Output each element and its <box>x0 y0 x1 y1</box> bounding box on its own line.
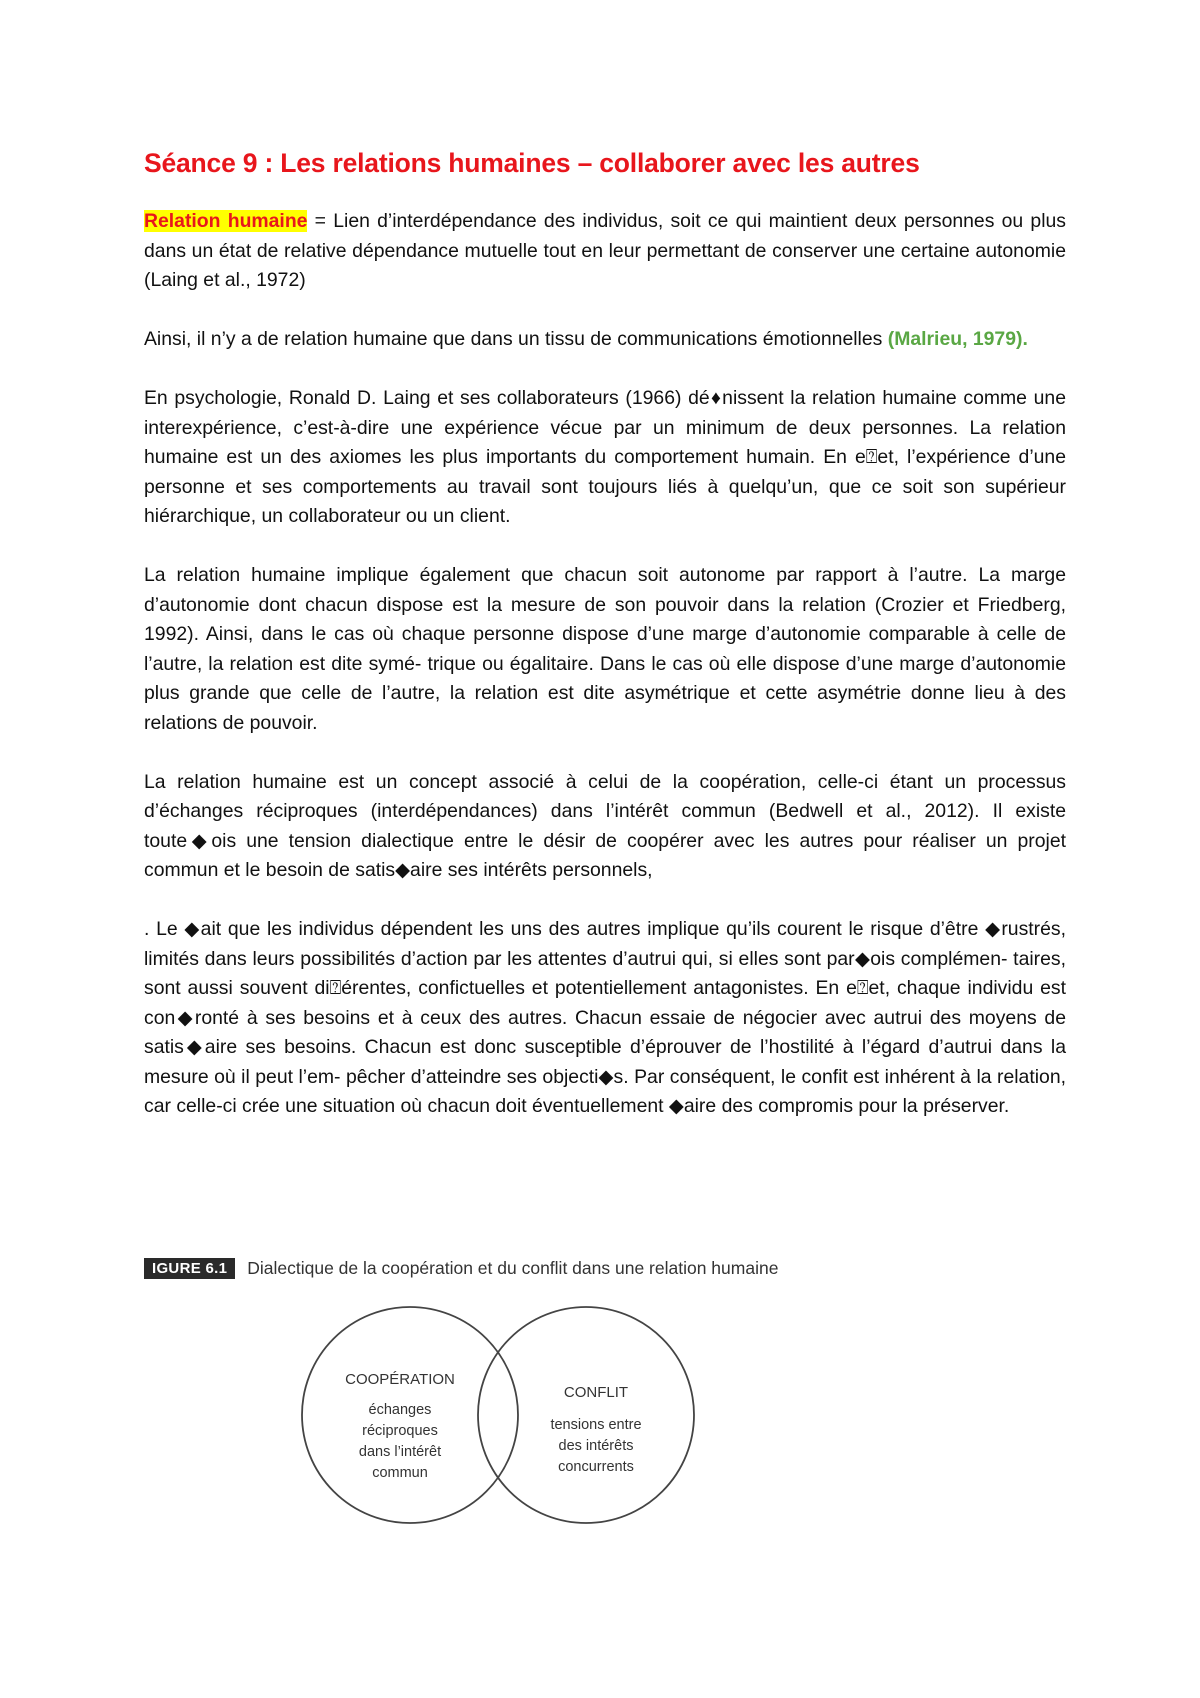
document-body <box>144 148 1066 1122</box>
cooperation-heading: COOPÉRATION <box>345 1371 455 1388</box>
figure-title: Dialectique de la coopération et du conflit dans une relation humaine <box>247 1258 779 1278</box>
paragraph-interexperience: En psychologie, Ronald D. Laing et ses collaborateurs (1966) dé♦nissent la relation humaine comme une interexpérience, c’est-à-dire une expérience vécue par un minimum de deux personnes. La relation humaine est un des axiomes les plus importants du comportement humain. En e⍰et, l’expérience d’une personne et ses comportements au travail sont toujours liés à quelqu’un, que ce soit son supérieur hiérarchique, un collaborateur ou un client. <box>144 387 1066 527</box>
page-title: Séance 9 : Les relations humaines – collaborer avec les autres <box>144 148 920 178</box>
conflict-line: tensions entre <box>550 1417 642 1433</box>
conflict-circle <box>478 1307 694 1523</box>
definition-text: = Lien d’interdépendance des individus, soit ce qui maintient deux personnes ou plus dans un état de relative dépendance mutuelle tout en leur permettant de conserver une certaine autonomie (Laing et al., 1972) <box>144 210 1066 291</box>
figure-label: IGURE 6.1 <box>144 1258 235 1279</box>
paragraph-autonomy: La relation humaine implique également que chacun soit autonome par rapport à l’autre. La marge d’autonomie dont chacun dispose est la mesure de son pouvoir dans la relation (Crozier et Friedberg, 1992). Ainsi, dans le cas où chaque personne dispose d’une marge d’autonomie comparable à celle de l’autre, la relation est dite symé- trique ou égalitaire. Dans le cas où elle dispose d’une marge d’autonomie plus grande que celle de l’autre, la relation est dite asymétrique et cette asymétrie donne lieu à des relations de pouvoir. <box>144 564 1066 734</box>
cooperation-line: réciproques <box>362 1423 438 1439</box>
venn-diagram <box>300 1300 720 1530</box>
figure-caption <box>144 1258 778 1279</box>
citation-malrieu: (Malrieu, 1979). <box>887 328 1028 350</box>
definition-paragraph <box>144 207 1066 296</box>
conflict-line: concurrents <box>558 1459 634 1475</box>
cooperation-line: commun <box>372 1465 428 1481</box>
paragraph-conflict: . Le ◆ait que les individus dépendent les uns des autres implique qu’ils courent le risque d’être ◆rustrés, limités dans leurs possibilités d’action par les attentes d’autrui qui, si elles sont par◆ois complémen- taires, sont aussi souvent di⍰érentes, confictuelles et potentiellement antagonistes. En e⍰et, chaque individu est con◆ronté à ses besoins et à ceux des autres. Chacun essaie de négocier avec autrui des moyens de satis◆aire ses besoins. Chacun est donc susceptible d’éprouver de l’hostilité à l’égard d’autrui dans la mesure où il peut l’em- pêcher d’atteindre ses objecti◆s. Par conséquent, le confit est inhérent à la relation, car celle-ci crée une situation où chacun doit éventuellement ◆aire des compromis pour la préserver. <box>144 918 1066 1117</box>
conflict-heading: CONFLIT <box>563 1384 629 1401</box>
definition-term: Relation humaine <box>144 210 308 232</box>
cooperation-line: échanges <box>368 1402 432 1418</box>
cooperation-line: dans l’intérêt <box>358 1444 442 1460</box>
paragraph-communications-text: Ainsi, il n’y a de relation humaine que dans un tissu de communications émotionnelles <box>144 328 888 350</box>
paragraph-communications <box>144 325 1066 355</box>
conflict-line: des intérêts <box>558 1438 634 1454</box>
paragraph-cooperation: La relation humaine est un concept associé à celui de la coopération, celle-ci étant un processus d’échanges réciproques (interdépendances) dans l’intérêt commun (Bedwell et al., 2012). Il existe toute◆ois une tension dialectique entre le désir de coopérer avec les autres pour réaliser un projet commun et le besoin de satis◆aire ses intérêts personnels, <box>144 770 1066 881</box>
